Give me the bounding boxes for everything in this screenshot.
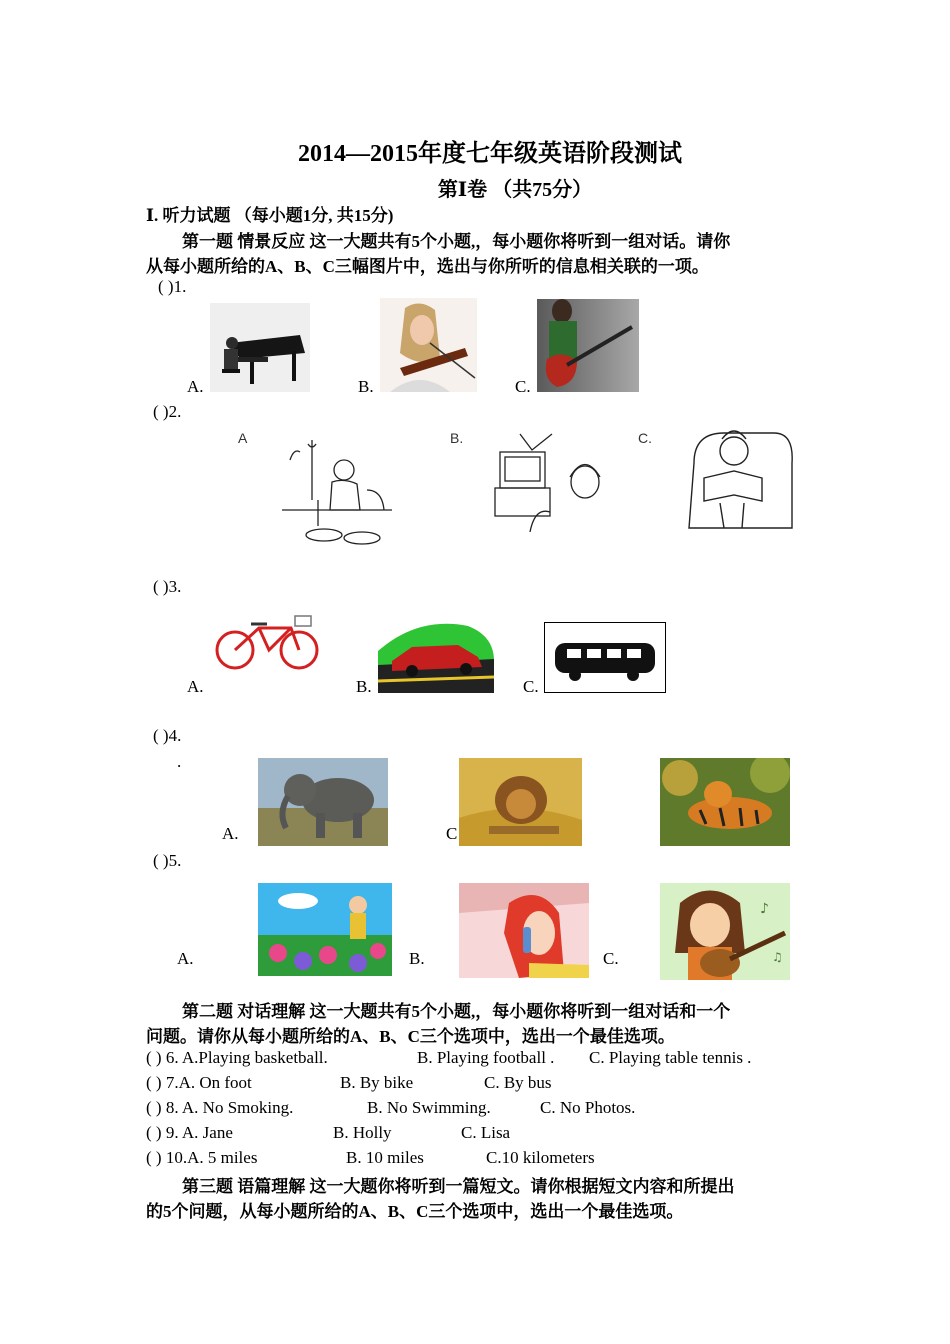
question-1-number: ( )1. xyxy=(158,277,187,296)
svg-text:♪: ♪ xyxy=(760,901,769,917)
q10-option-a: ( ) 10.A. 5 miles xyxy=(146,1148,258,1167)
part3-instruction-1: 第三题 语篇理解 这一大题你将听到一篇短文。请你根据短文内容和所提出 xyxy=(182,1177,735,1196)
q5-label-a: A. xyxy=(177,949,194,968)
q9-option-c: C. Lisa xyxy=(461,1123,511,1142)
part3-instruction-2: 的5个问题，从每小题所给的A、B、C三个选项中，选出一个最佳选项。 xyxy=(146,1202,684,1221)
q6-option-a: ( ) 6. A.Playing basketball. xyxy=(146,1048,328,1067)
q1-piano-image xyxy=(210,303,310,392)
q4-label-a: A. xyxy=(222,824,239,843)
q7-option-a: ( ) 7.A. On foot xyxy=(146,1073,252,1092)
q5-garden-image xyxy=(258,883,392,976)
q1-label-c: C. xyxy=(515,377,531,396)
q7-option-c: C. By bus xyxy=(484,1073,552,1092)
svg-text:♫: ♫ xyxy=(772,950,783,964)
q3-bus-sign xyxy=(544,622,666,693)
q4-elephant-image xyxy=(258,758,388,846)
q6-option-c: C. Playing table tennis . xyxy=(589,1048,752,1067)
q2-label-c: C. xyxy=(638,430,652,446)
q9-option-a: ( ) 9. A. Jane xyxy=(146,1123,233,1142)
q2-reading-sketch xyxy=(684,423,796,535)
q8-option-c: C. No Photos. xyxy=(540,1098,636,1117)
q3-car-image xyxy=(378,621,494,693)
section-heading: Ⅰ. 听力试题 （每小题1分, 共15分) xyxy=(146,206,394,225)
q8-option-a: ( ) 8. A. No Smoking. xyxy=(146,1098,294,1117)
q3-label-a: A. xyxy=(187,677,204,696)
q4-label-c-cut: C xyxy=(446,824,458,843)
q5-guitar-cartoon-image xyxy=(660,883,790,980)
q1-violin-image xyxy=(380,298,477,392)
q5-phone-image xyxy=(459,883,589,978)
q6-option-b: B. Playing football . xyxy=(417,1048,555,1067)
question-5-number: ( )5. xyxy=(153,851,182,870)
q8-option-b: B. No Swimming. xyxy=(367,1098,491,1117)
q1-label-a: A. xyxy=(187,377,204,396)
q3-bicycle-image xyxy=(211,610,323,672)
question-2-number: ( )2. xyxy=(153,402,182,421)
q2-tv-sketch xyxy=(490,432,612,532)
q5-label-c: C. xyxy=(603,949,619,968)
part2-instruction-1: 第二题 对话理解 这一大题共有5个小题,，每小题你将听到一组对话和一个 xyxy=(182,1002,731,1021)
q9-option-b: B. Holly xyxy=(333,1123,392,1142)
q2-eating-sketch xyxy=(282,440,407,548)
question-3-number: ( )3. xyxy=(153,577,182,596)
q4-lion-image xyxy=(459,758,582,846)
question-4-number: ( )4. xyxy=(153,726,182,745)
q10-option-b: B. 10 miles xyxy=(346,1148,424,1167)
q3-label-c: C. xyxy=(523,677,539,696)
part1-instruction-2: 从每小题所给的A、B、C三幅图片中，选出与你所听的信息相关联的一项。 xyxy=(146,257,709,276)
q2-label-b: B. xyxy=(450,430,464,446)
q1-label-b: B. xyxy=(358,377,374,396)
q3-label-b: B. xyxy=(356,677,372,696)
q2-label-a: A xyxy=(238,430,248,446)
q7-option-b: B. By bike xyxy=(340,1073,414,1092)
question-4-dot: . xyxy=(177,752,182,771)
q10-option-c: C.10 kilometers xyxy=(486,1148,595,1167)
q4-tiger-image xyxy=(660,758,790,846)
part2-instruction-2: 问题。请你从每小题所给的A、B、C三个选项中，选出一个最佳选项。 xyxy=(146,1027,675,1046)
page-subtitle: 第Ⅰ卷 （共75分） xyxy=(437,179,593,201)
page-title: 2014—2015年度七年级英语阶段测试 xyxy=(298,141,682,167)
q1-guitar-image xyxy=(537,299,639,392)
part1-instruction-1: 第一题 情景反应 这一大题共有5个小题,，每小题你将听到一组对话。请你 xyxy=(182,232,731,251)
q5-label-b: B. xyxy=(409,949,425,968)
